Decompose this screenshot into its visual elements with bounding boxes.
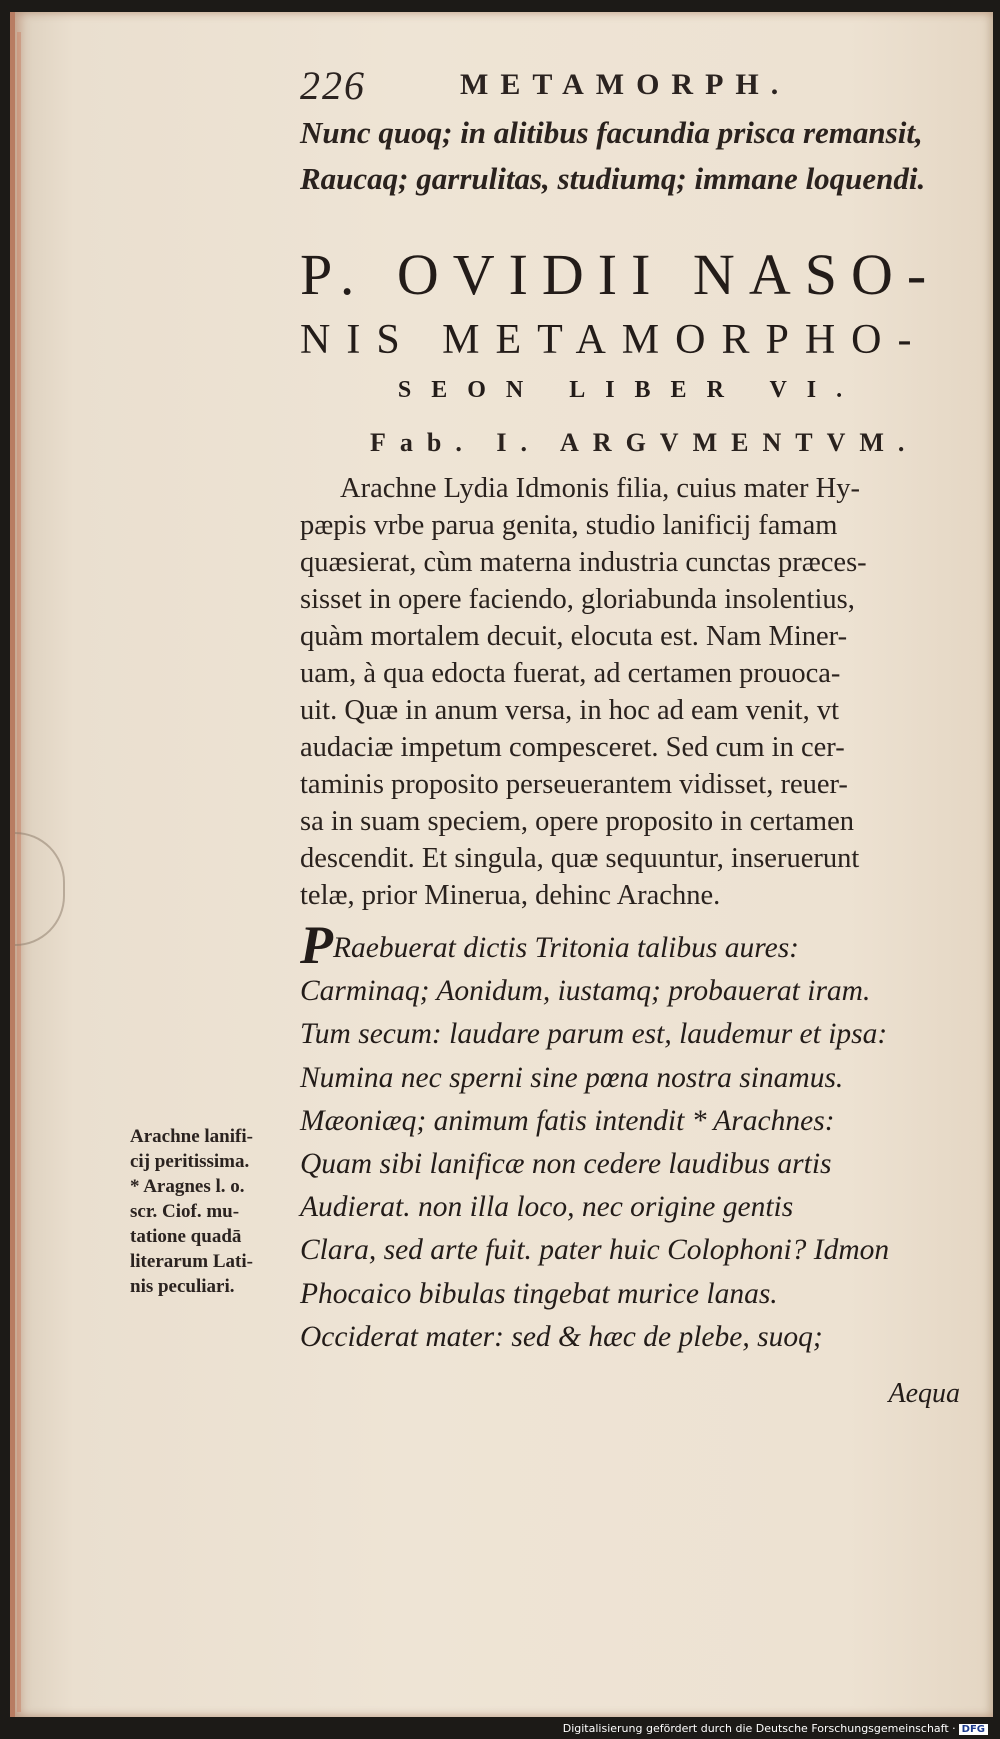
poem-line: Quam sibi lanificæ non cedere laudibus artis xyxy=(300,1148,832,1181)
marginal-line: * Aragnes l. o. xyxy=(130,1176,245,1197)
drop-cap: P xyxy=(300,915,333,975)
poem-line: Phocaico bibulas tingebat murice lanas. xyxy=(300,1277,778,1310)
poem-line: Tum secum: laudare parum est, laudemur et ipsa: xyxy=(300,1018,888,1051)
argument-line: uam, à qua edocta fuerat, ad certamen prouoca- xyxy=(300,658,841,689)
poem-text xyxy=(300,915,980,1359)
verse-line: Nunc quoq; in alitibus facundia prisca remansit, xyxy=(300,115,923,150)
argument-line: sa in suam speciem, opere proposito in certamen xyxy=(300,806,854,837)
title-line-2: NIS METAMORPHO- xyxy=(300,317,928,363)
footer-text: Digitalisierung gefördert durch die Deutsche Forschungsgemeinschaft · xyxy=(562,1722,956,1735)
bookmark-ribbon xyxy=(15,832,65,946)
poem-line: Numina nec sperni sine pœna nostra sinamus. xyxy=(300,1061,844,1094)
argument-line: uit. Quæ in anum versa, in hoc ad eam venit, vt xyxy=(300,695,840,726)
title-line-3: SEON LIBER VI. xyxy=(397,377,863,403)
fable-heading: Fab. I. ARGVMENTVM. xyxy=(370,428,919,457)
digitization-footer xyxy=(563,1722,988,1735)
page-header xyxy=(300,62,940,112)
marginal-line: Arachne lanifi- xyxy=(130,1126,253,1147)
marginal-line: nis peculiari. xyxy=(130,1276,235,1297)
poem-line: Audierat. non illa loco, nec origine gentis xyxy=(300,1191,794,1224)
verse-line: Raucaq; garrulitas, studiumq; immane loquendi. xyxy=(300,161,926,196)
argument-line: taminis proposito perseuerantem vidisset, reuer- xyxy=(300,769,848,800)
poem-line: Carminaq; Aonidum, iustamq; probauerat iram. xyxy=(300,975,871,1008)
verse-top xyxy=(300,110,960,202)
argument-line: Arachne Lydia Idmonis filia, cuius mater Hy- xyxy=(340,473,860,504)
poem-line: Mæoniæq; animum fatis intendit * Arachnes: xyxy=(300,1104,835,1137)
catchword: Aequa xyxy=(888,1378,960,1409)
argument-line: quàm mortalem decuit, elocuta est. Nam Miner- xyxy=(300,621,848,652)
poem-line: Occiderat mater: sed & hæc de plebe, suoq; xyxy=(300,1320,823,1353)
title-line-1: P. OVIDII NASO- xyxy=(300,242,941,307)
running-title: METAMORPH. xyxy=(460,68,791,101)
marginal-line: literarum Lati- xyxy=(130,1251,253,1272)
marginal-line: tatione quadā xyxy=(130,1226,242,1247)
poem-line xyxy=(300,915,980,975)
argument-line: pæpis vrbe parua genita, studio lanificij famam xyxy=(300,510,838,541)
argument-line: telæ, prior Minerua, dehinc Arachne. xyxy=(300,880,721,911)
argument-line: quæsierat, cùm materna industria cunctas præces- xyxy=(300,547,867,578)
marginal-line: cij peritissima. xyxy=(130,1151,250,1172)
dfg-logo: DFG xyxy=(959,1724,988,1735)
argument-paragraph xyxy=(300,470,960,914)
book-title xyxy=(300,240,960,410)
argument-line: descendit. Et singula, quæ sequuntur, inseruerunt xyxy=(300,843,860,874)
poem-line: Clara, sed arte fuit. pater huic Colophoni? Idmon xyxy=(300,1234,890,1267)
argument-line: audaciæ impetum compesceret. Sed cum in cer- xyxy=(300,732,845,763)
page-number: 226 xyxy=(300,63,366,108)
marginal-line: scr. Ciof. mu- xyxy=(130,1201,240,1222)
argument-line: sisset in opere faciendo, gloriabunda insolentius, xyxy=(300,584,855,615)
poem-first-line: Raebuerat dictis Tritonia talibus aures: xyxy=(333,932,799,964)
marginal-note xyxy=(130,1124,310,1299)
